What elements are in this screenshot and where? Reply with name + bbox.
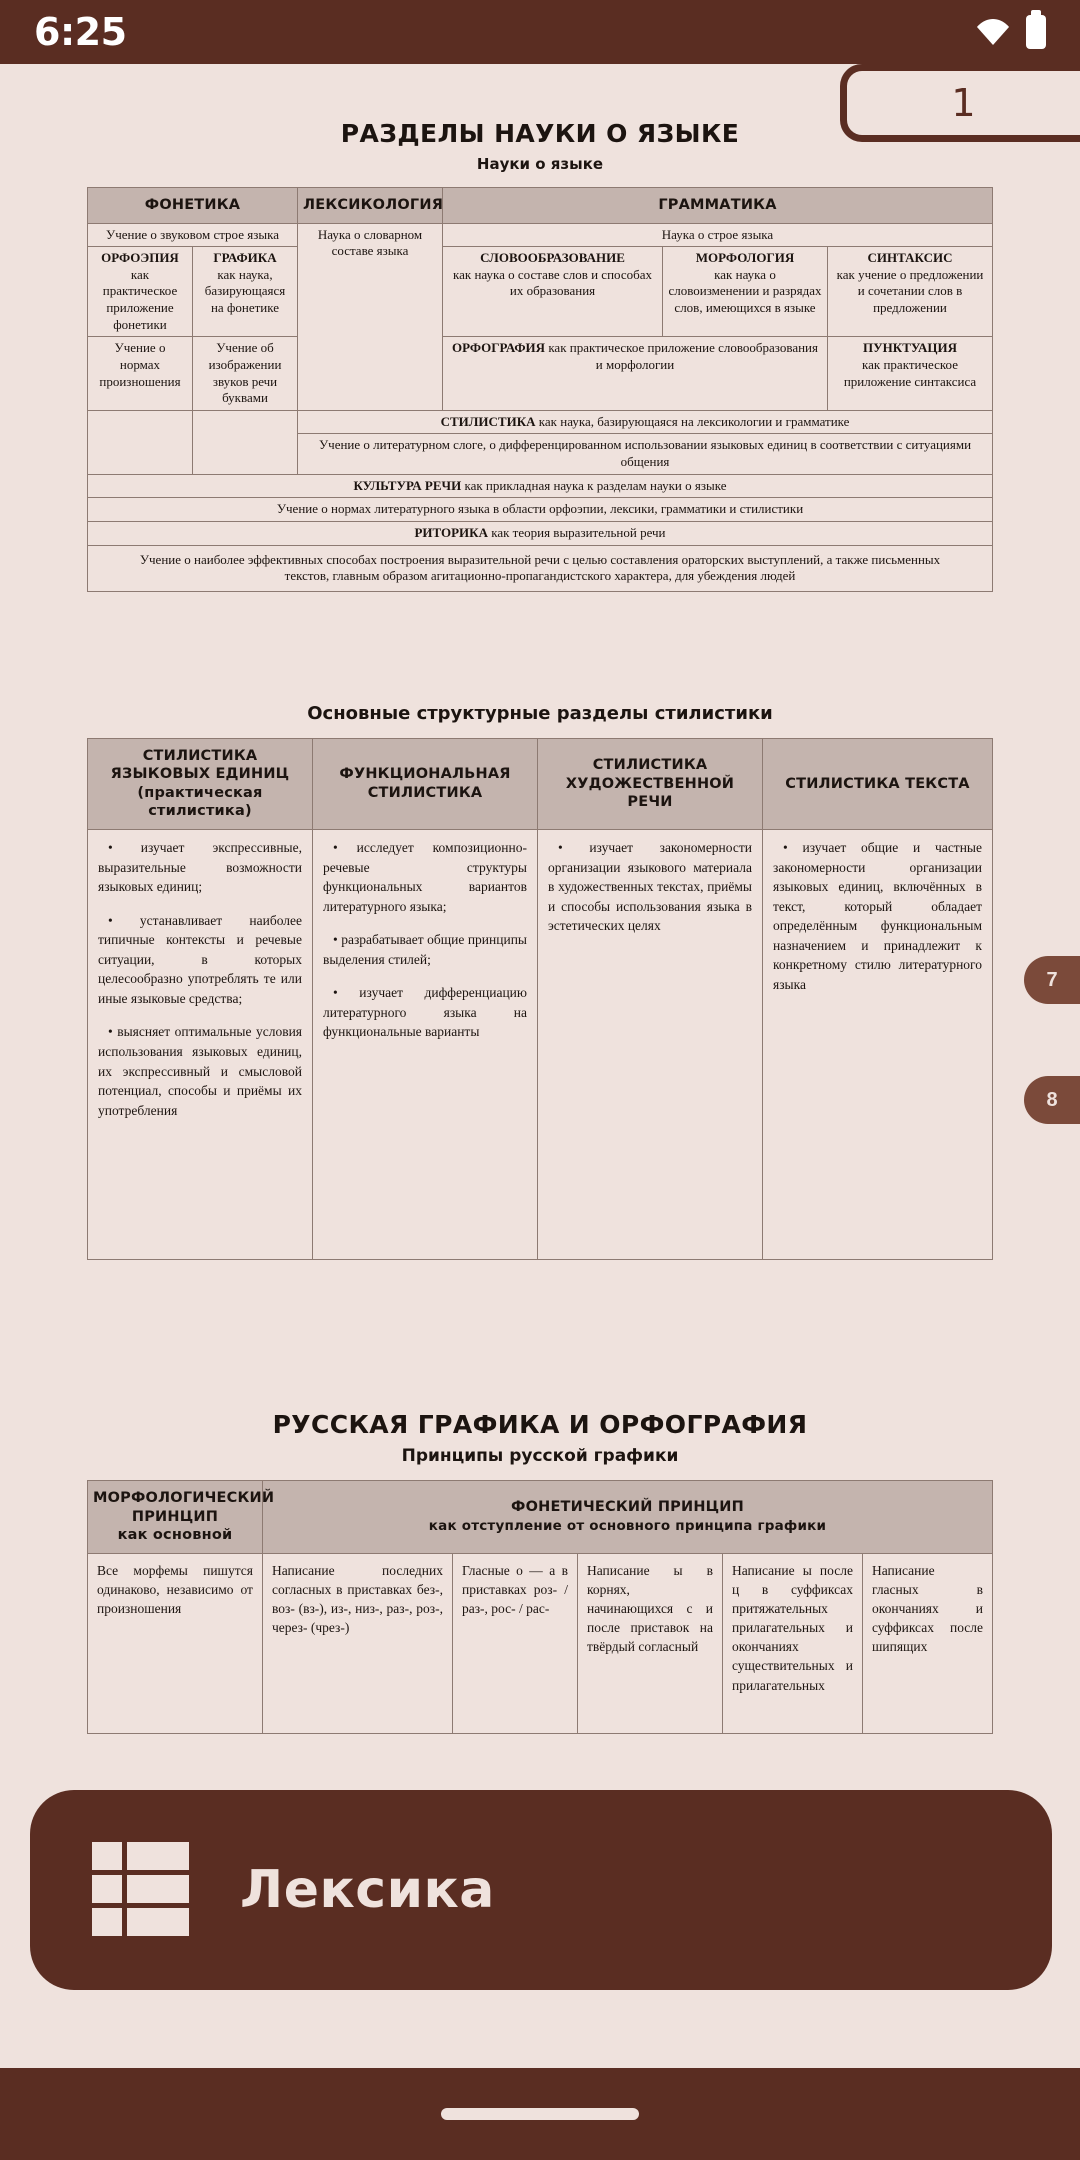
section-stilistika — [0, 703, 1080, 1260]
cell-ritorika-note: Учение о наиболее эффективных способах построения выразительной речи с целью составления ораторских выступлений, а также письменных текстов, главным образом агитационно-пропагандистского характера, для убеждения людей — [87, 545, 992, 591]
table-row — [87, 247, 992, 337]
th-foneticheskiy — [262, 1480, 992, 1553]
th-grammatika: ГРАММАТИКА — [443, 188, 993, 224]
cell-spacer-left — [87, 410, 192, 474]
th-col3-line3: РЕЧИ — [627, 794, 673, 811]
table-row — [88, 738, 993, 829]
bullet-item: • выясняет оптимальные условия использования языковых единиц, их экспрессивный и смысловой потенциал, способы и приёмы их употребления — [98, 1024, 302, 1118]
section-gap-2 — [0, 1260, 1080, 1410]
section-grafika-orfografiya — [0, 1410, 1080, 1734]
cell-principle-5: Написание ы после ц в суффиксах притяжательных прилагательных и окончаниях существительных и прилагательных — [722, 1553, 862, 1733]
section-3-subtitle: Принципы русской графики — [401, 1445, 679, 1466]
cell-stilistika-note: Учение о литературном слоге, о дифференцированном использовании языковых единиц в соответствии с ситуациями общения — [298, 434, 993, 474]
section-2-subtitle: Основные структурные разделы стилистики — [307, 702, 773, 724]
cell-stilistika-title: СТИЛИСТИКА — [440, 413, 536, 429]
th-col1-line2: ЯЗЫКОВЫХ ЕДИНИЦ — [110, 766, 290, 783]
th-leksikologiya: ЛЕКСИКОЛОГИЯ — [298, 188, 443, 224]
cell-orfografiya-title: ОРФОГРАФИЯ — [452, 340, 546, 356]
page-number-badge[interactable] — [840, 64, 1080, 142]
bullet-item: • устанавливает наиболее типичные контексты и речевые ситуации, в которых целесообразно употреблять те или иные языковые средства; — [98, 912, 302, 1006]
th-morfologicheskiy — [87, 1480, 275, 1553]
section-1-subtitle: Науки о языке — [476, 155, 604, 173]
cell-slovoobrazovanie — [443, 247, 663, 337]
bullet-item: • изучает экспрессивные, выразительные возможности языковых единиц; — [98, 839, 302, 895]
cell-spacer-left2 — [192, 410, 297, 474]
cell-kultura-rechi — [87, 474, 992, 498]
table-row — [87, 474, 992, 498]
cell-grafika — [192, 247, 297, 337]
th3-col1-line2: ПРИНЦИП — [131, 1508, 219, 1525]
cell-orfografiya-body: как практическое приложение словообразования и морфологии — [548, 340, 818, 372]
cell-kultura-note: Учение о нормах литературного языка в области орфоэпии, лексики, грамматики и стилистики — [87, 498, 992, 522]
cell-leksikologiya-def: Наука о словарном составе языка — [298, 223, 443, 410]
th-col3-line1: СТИЛИСТИКА — [592, 757, 708, 774]
th-fonetika: ФОНЕТИКА — [87, 188, 297, 224]
scroll-marker-7-label: 7 — [1046, 968, 1058, 991]
table-row — [87, 223, 992, 247]
bullet-item: • исследует композиционно-речевые структуры функциональных вариантов литературного языка; — [323, 839, 527, 914]
cell-funkcionalnaya-body — [313, 829, 538, 1259]
th-col2-line2: СТИЛИСТИКА — [367, 784, 483, 801]
table-row — [87, 1480, 992, 1553]
cell-orfoepiya-body: как практическое приложение фонетики — [102, 266, 178, 332]
table-principy-grafiki — [87, 1480, 993, 1734]
cell-stilistika-body: как наука, базирующаяся на лексикологии и грамматике — [538, 413, 850, 429]
cell-orfoepiya — [87, 247, 192, 337]
th3-col2-line1: ФОНЕТИЧЕСКИЙ ПРИНЦИП — [511, 1499, 744, 1516]
th-col1-line3: (практическая — [137, 784, 263, 801]
bottom-section-label: Лексика — [240, 1860, 495, 1920]
th3-col2-line2: как отступление от основного принципа графики — [428, 1517, 827, 1534]
cell-morfologiya-title: МОРФОЛОГИЯ — [695, 250, 795, 266]
cell-principle-3: Гласные о — а в приставках роз- / раз-, рос- / рас- — [452, 1553, 577, 1733]
cell-punktuaciya-title: ПУНКТУАЦИЯ — [863, 340, 957, 356]
bullet-item: • изучает общие и частные закономерности организации языковых единиц, включённых в текст, который обладает определённым функциональным назначением и принадлежит к конкретному стилю литературного языка — [773, 839, 982, 992]
table-row — [88, 829, 993, 1259]
page-number-value: 1 — [951, 81, 976, 125]
cell-orfoepiya-title: ОРФОЭПИЯ — [101, 250, 179, 266]
table-razdely-stilistiki — [87, 738, 993, 1260]
cell-sintaksis-title: СИНТАКСИС — [867, 250, 953, 266]
section-gap-1 — [0, 592, 1080, 696]
bullet-item: • изучает дифференциацию литературного языка на функциональные варианты — [323, 985, 527, 1040]
cell-grafika-title: ГРАФИКА — [213, 250, 277, 266]
status-bar-icons — [976, 15, 1046, 49]
cell-stilistika-edinic-body — [88, 829, 313, 1259]
cell-ritorika — [87, 521, 992, 545]
cell-kultura-title: КУЛЬТУРА РЕЧИ — [353, 477, 462, 493]
cell-morfologiya — [663, 247, 828, 337]
th-col1-line4: стилистика) — [148, 803, 252, 820]
table-row — [87, 498, 992, 522]
th3-col1-line1: МОРФОЛОГИЧЕСКИЙ — [92, 1489, 275, 1506]
bullet-item: • изучает закономерности организации языкового материала в художественных текстах, приёмы и способы использования языка в эстетических целях — [548, 839, 752, 934]
cell-principle-1: Все морфемы пишутся одинаково, независимо от произношения — [87, 1553, 262, 1733]
cell-ritorika-body: как теория выразительной речи — [491, 524, 666, 540]
cell-grammatika-def: Наука о строе языка — [443, 223, 993, 247]
cell-grafika-body: как наука, базирующаяся на фонетике — [204, 266, 286, 316]
section-1-title: РАЗДЕЛЫ НАУКИ О ЯЗЫКЕ — [340, 119, 740, 148]
section-3-title: РУССКАЯ ГРАФИКА И ОРФОГРАФИЯ — [272, 1409, 808, 1439]
cell-punktuaciya-body: как практическое приложение синтаксиса — [843, 356, 977, 389]
th3-col1-line3: как основной — [117, 1527, 233, 1544]
table-row — [87, 1553, 992, 1733]
cell-principle-2: Написание последних согласных в приставках без-, воз- (вз-), из-, низ-, раз-, роз-, через- (чрез-) — [262, 1553, 452, 1733]
scroll-marker-8-label: 8 — [1046, 1088, 1058, 1111]
status-bar — [0, 0, 1080, 64]
section-nauki-o-yazyke — [0, 119, 1080, 592]
cell-sintaksis — [828, 247, 993, 337]
cell-orfoepiya-note: Учение о нормах произношения — [87, 337, 192, 411]
cell-grafika-note: Учение об изображении звуков речи буквами — [192, 337, 297, 411]
cell-punktuaciya — [828, 337, 993, 411]
home-indicator[interactable] — [441, 2108, 639, 2120]
scroll-marker-7[interactable] — [1024, 956, 1080, 1004]
cell-slovoobrazovanie-body: как наука о составе слов и способах их образования — [452, 266, 653, 299]
th-col2-line1: ФУНКЦИОНАЛЬНАЯ — [339, 766, 511, 783]
cell-kultura-body: как прикладная наука к разделам науки о языке — [464, 477, 727, 493]
scroll-marker-8[interactable] — [1024, 1076, 1080, 1124]
th-col1-line1: СТИЛИСТИКА — [142, 747, 258, 764]
th-col3-line2: ХУДОЖЕСТВЕННОЙ — [565, 775, 735, 792]
wifi-icon — [976, 17, 1010, 47]
table-row — [87, 545, 992, 591]
battery-icon — [1026, 15, 1046, 49]
th-stilistika-edinic — [88, 738, 313, 829]
th-funkcionalnaya — [313, 738, 538, 829]
cell-slovoobrazovanie-title: СЛОВООБРАЗОВАНИЕ — [480, 250, 625, 266]
cell-morfologiya-body: как наука о словоизменении и разрядах слов, имеющихся в языке — [668, 266, 822, 316]
grid-icon — [92, 1842, 188, 1938]
cell-sintaksis-body: как учение о предложении и сочетании слов в предложении — [836, 266, 984, 316]
document-page[interactable] — [0, 64, 1080, 1914]
cell-fonetika-def: Учение о звуковом строе языка — [87, 223, 297, 247]
th-hudozhestvennoy — [538, 738, 763, 829]
table-row — [87, 410, 992, 434]
system-navigation-bar — [0, 2068, 1080, 2160]
cell-ritorika-title: РИТОРИКА — [414, 524, 488, 540]
cell-stilistika-teksta-body — [763, 829, 993, 1259]
table-nauki-o-yazyke — [87, 187, 993, 592]
table-row — [87, 188, 992, 224]
status-bar-clock: 6:25 — [34, 10, 127, 54]
cell-principle-6: Написание гласных в окончаниях и суффиксах после шипящих — [862, 1553, 992, 1733]
cell-hudozhestvennoy-body — [538, 829, 763, 1259]
cell-principle-4: Написание ы в корнях, начинающихся с и после приставок на твёрдый согласный — [577, 1553, 722, 1733]
bullet-item: • разрабатывает общие принципы выделения стилей; — [323, 932, 527, 967]
table-row — [87, 521, 992, 545]
cell-orfografiya — [443, 337, 828, 411]
cell-stilistika — [298, 410, 993, 434]
bottom-section-bar[interactable] — [30, 1790, 1052, 1990]
th-stilistika-teksta: СТИЛИСТИКА ТЕКСТА — [763, 738, 993, 829]
